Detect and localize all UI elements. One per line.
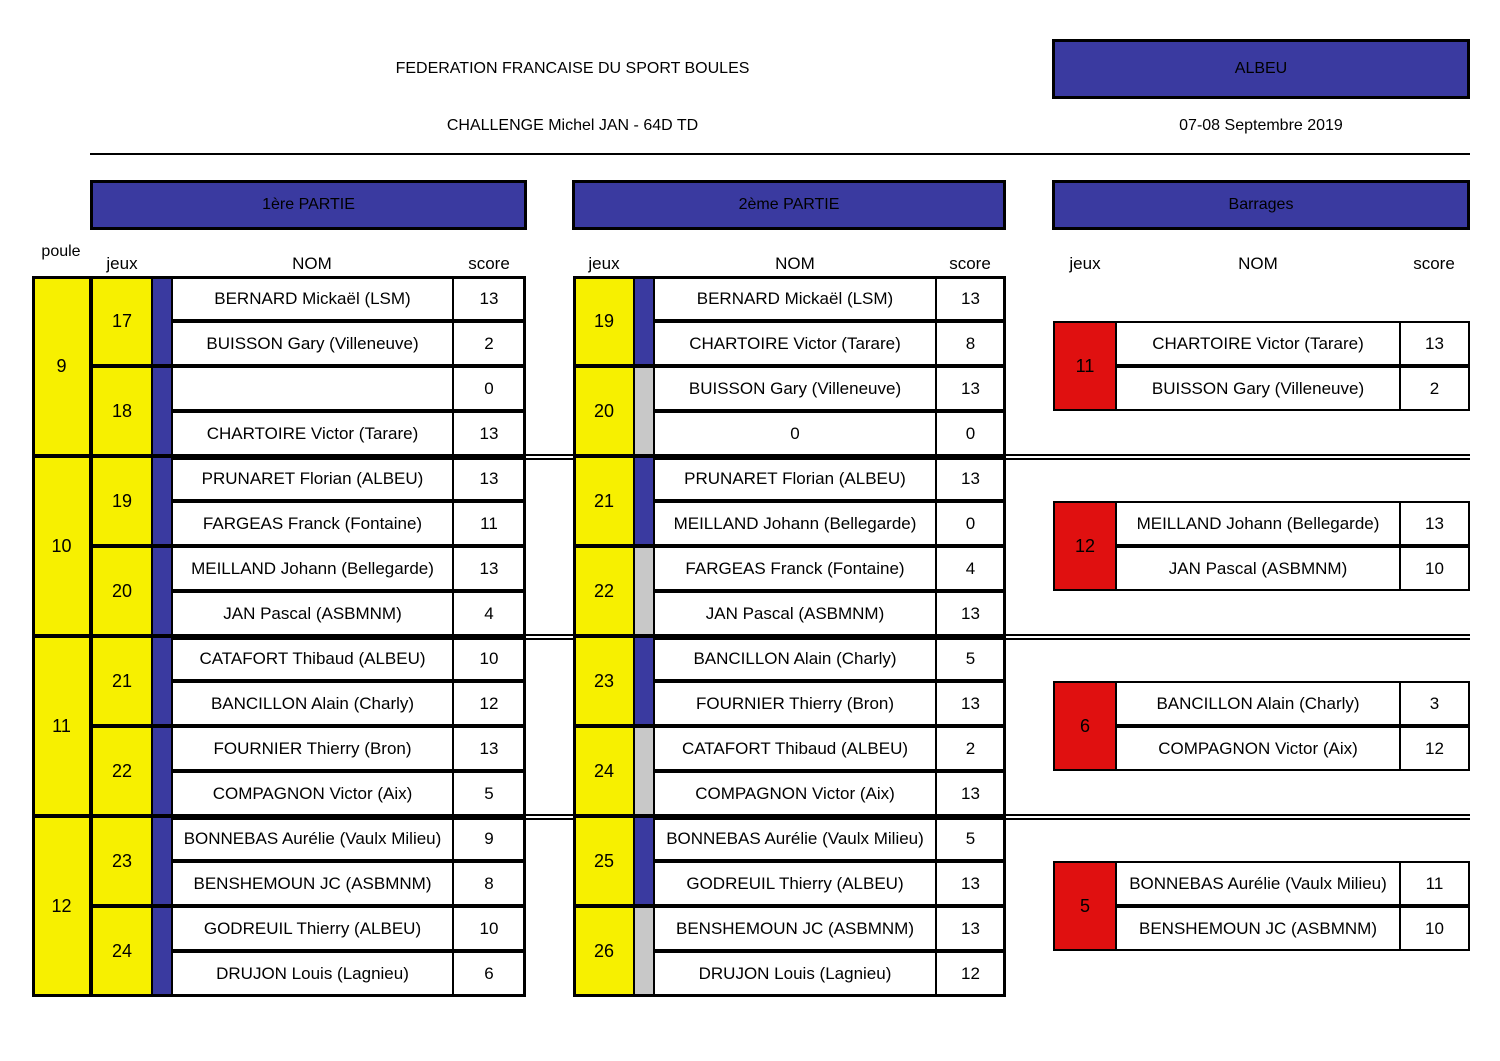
- player-name: BUISSON Gary (Villeneuve): [171, 321, 454, 366]
- col-header-jeux-1: jeux: [106, 254, 138, 273]
- player-score: 9: [452, 816, 526, 861]
- player-name: DRUJON Louis (Lagnieu): [653, 951, 937, 996]
- jeu-number: 19: [91, 456, 153, 546]
- col-header-nom-3: NOM: [1238, 254, 1278, 273]
- player-name: PRUNARET Florian (ALBEU): [653, 456, 937, 501]
- player-name: COMPAGNON Victor (Aix): [171, 771, 454, 816]
- barrage-jeu: 5: [1053, 861, 1117, 951]
- player-score: 13: [935, 456, 1006, 501]
- player-name: CHARTOIRE Victor (Tarare): [653, 321, 937, 366]
- team-marker: [153, 816, 171, 906]
- player-name: JAN Pascal (ASBMNM): [171, 591, 454, 636]
- barrage-player-name: BONNEBAS Aurélie (Vaulx Milieu): [1115, 861, 1401, 906]
- player-score: 6: [452, 951, 526, 996]
- jeu-number: 22: [573, 546, 635, 636]
- player-name: CHARTOIRE Victor (Tarare): [171, 411, 454, 456]
- jeu-number: 24: [91, 906, 153, 996]
- player-name: [171, 366, 454, 411]
- barrage-player-score: 10: [1399, 546, 1470, 591]
- jeu-number: 20: [573, 366, 635, 456]
- event-dates: 07-08 Septembre 2019: [1179, 117, 1343, 134]
- player-name: MEILLAND Johann (Bellegarde): [653, 501, 937, 546]
- player-score: 12: [935, 951, 1006, 996]
- player-score: 13: [452, 456, 526, 501]
- jeu-number: 17: [91, 276, 153, 366]
- player-score: 5: [935, 636, 1006, 681]
- player-score: 4: [452, 591, 526, 636]
- player-name: COMPAGNON Victor (Aix): [653, 771, 937, 816]
- player-score: 13: [935, 771, 1006, 816]
- team-marker: [153, 726, 171, 816]
- player-name: 0: [653, 411, 937, 456]
- federation-title: FEDERATION FRANCAISE DU SPORT BOULES: [395, 60, 750, 77]
- team-marker: [153, 366, 171, 456]
- jeu-number: 19: [573, 276, 635, 366]
- team-marker: [635, 726, 653, 816]
- player-name: BUISSON Gary (Villeneuve): [653, 366, 937, 411]
- location-banner: ALBEU: [1052, 39, 1470, 99]
- player-name: BANCILLON Alain (Charly): [653, 636, 937, 681]
- player-name: CATAFORT Thibaud (ALBEU): [653, 726, 937, 771]
- player-name: FOURNIER Thierry (Bron): [171, 726, 454, 771]
- jeu-number: 22: [91, 726, 153, 816]
- poule-number: 12: [32, 816, 91, 996]
- player-name: CATAFORT Thibaud (ALBEU): [171, 636, 454, 681]
- jeu-number: 24: [573, 726, 635, 816]
- col-header-nom-1: NOM: [292, 254, 332, 273]
- player-score: 13: [935, 276, 1006, 321]
- player-score: 2: [452, 321, 526, 366]
- jeu-number: 23: [91, 816, 153, 906]
- player-name: BONNEBAS Aurélie (Vaulx Milieu): [171, 816, 454, 861]
- team-marker: [153, 906, 171, 996]
- jeu-number: 25: [573, 816, 635, 906]
- jeu-number: 21: [573, 456, 635, 546]
- col-header-jeux-2: jeux: [588, 254, 620, 273]
- player-name: BONNEBAS Aurélie (Vaulx Milieu): [653, 816, 937, 861]
- player-score: 5: [452, 771, 526, 816]
- player-name: FARGEAS Franck (Fontaine): [171, 501, 454, 546]
- team-marker: [635, 816, 653, 906]
- col-header-score-2: score: [949, 254, 991, 273]
- player-name: BERNARD Mickaël (LSM): [171, 276, 454, 321]
- challenge-title: CHALLENGE Michel JAN - 64D TD: [446, 117, 699, 134]
- col-header-jeux-3: jeux: [1069, 254, 1101, 273]
- barrage-player-score: 11: [1399, 861, 1470, 906]
- barrage-player-name: BENSHEMOUN JC (ASBMNM): [1115, 906, 1401, 951]
- player-score: 0: [935, 411, 1006, 456]
- player-score: 8: [452, 861, 526, 906]
- barrage-jeu: 11: [1053, 321, 1117, 411]
- player-score: 5: [935, 816, 1006, 861]
- player-name: DRUJON Louis (Lagnieu): [171, 951, 454, 996]
- player-score: 13: [935, 861, 1006, 906]
- barrage-player-name: BANCILLON Alain (Charly): [1115, 681, 1401, 726]
- team-marker: [153, 456, 171, 546]
- team-marker: [153, 276, 171, 366]
- player-score: 13: [452, 276, 526, 321]
- col-header-score-1: score: [468, 254, 510, 273]
- barrage-player-score: 12: [1399, 726, 1470, 771]
- player-name: GODREUIL Thierry (ALBEU): [171, 906, 454, 951]
- jeu-number: 20: [91, 546, 153, 636]
- player-score: 10: [452, 906, 526, 951]
- team-marker: [635, 906, 653, 996]
- barrage-player-name: MEILLAND Johann (Bellegarde): [1115, 501, 1401, 546]
- player-name: BENSHEMOUN JC (ASBMNM): [171, 861, 454, 906]
- section-first-part: 1ère PARTIE: [90, 180, 527, 230]
- poule-number: 9: [32, 276, 91, 456]
- col-header-nom-2: NOM: [775, 254, 815, 273]
- player-score: 13: [935, 366, 1006, 411]
- jeu-number: 21: [91, 636, 153, 726]
- header-divider: [90, 153, 1470, 155]
- col-header-poule: poule: [41, 243, 81, 260]
- poule-number: 11: [32, 636, 91, 816]
- poule-number: 10: [32, 456, 91, 636]
- barrage-player-score: 2: [1399, 366, 1470, 411]
- player-score: 4: [935, 546, 1006, 591]
- team-marker: [635, 546, 653, 636]
- player-score: 13: [935, 906, 1006, 951]
- player-name: PRUNARET Florian (ALBEU): [171, 456, 454, 501]
- barrage-player-name: JAN Pascal (ASBMNM): [1115, 546, 1401, 591]
- player-name: JAN Pascal (ASBMNM): [653, 591, 937, 636]
- barrage-jeu: 6: [1053, 681, 1117, 771]
- player-score: 13: [452, 726, 526, 771]
- player-name: GODREUIL Thierry (ALBEU): [653, 861, 937, 906]
- team-marker: [635, 366, 653, 456]
- player-score: 10: [452, 636, 526, 681]
- jeu-number: 18: [91, 366, 153, 456]
- player-score: 13: [935, 681, 1006, 726]
- player-score: 13: [452, 546, 526, 591]
- section-barrages: Barrages: [1052, 180, 1470, 230]
- barrage-player-score: 13: [1399, 321, 1470, 366]
- player-score: 11: [452, 501, 526, 546]
- player-name: BANCILLON Alain (Charly): [171, 681, 454, 726]
- player-score: 12: [452, 681, 526, 726]
- jeu-number: 26: [573, 906, 635, 996]
- col-header-score-3: score: [1413, 254, 1455, 273]
- player-name: BENSHEMOUN JC (ASBMNM): [653, 906, 937, 951]
- team-marker: [153, 636, 171, 726]
- player-name: FARGEAS Franck (Fontaine): [653, 546, 937, 591]
- player-name: MEILLAND Johann (Bellegarde): [171, 546, 454, 591]
- team-marker: [635, 456, 653, 546]
- barrage-jeu: 12: [1053, 501, 1117, 591]
- player-score: 2: [935, 726, 1006, 771]
- barrage-player-name: COMPAGNON Victor (Aix): [1115, 726, 1401, 771]
- player-name: BERNARD Mickaël (LSM): [653, 276, 937, 321]
- jeu-number: 23: [573, 636, 635, 726]
- barrage-player-score: 3: [1399, 681, 1470, 726]
- barrage-player-name: CHARTOIRE Victor (Tarare): [1115, 321, 1401, 366]
- player-name: FOURNIER Thierry (Bron): [653, 681, 937, 726]
- player-score: 0: [452, 366, 526, 411]
- player-score: 0: [935, 501, 1006, 546]
- section-second-part: 2ème PARTIE: [572, 180, 1006, 230]
- player-score: 13: [452, 411, 526, 456]
- team-marker: [635, 636, 653, 726]
- team-marker: [635, 276, 653, 366]
- barrage-player-name: BUISSON Gary (Villeneuve): [1115, 366, 1401, 411]
- barrage-player-score: 13: [1399, 501, 1470, 546]
- team-marker: [153, 546, 171, 636]
- player-score: 8: [935, 321, 1006, 366]
- barrage-player-score: 10: [1399, 906, 1470, 951]
- player-score: 13: [935, 591, 1006, 636]
